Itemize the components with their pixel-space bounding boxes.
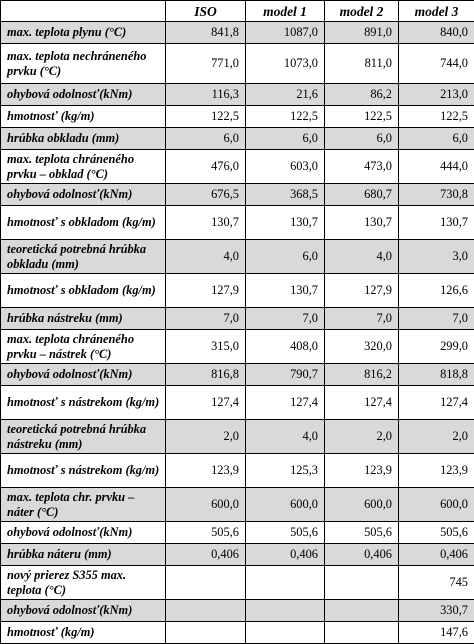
cell-model-2: 127,4 — [325, 386, 399, 420]
cell-model-3: 213,0 — [399, 84, 474, 106]
row-label: hmotnosť s obkladom (kg/m) — [1, 206, 166, 240]
header-model-2: model 2 — [325, 1, 399, 22]
cell-model-2: 7,0 — [325, 308, 399, 330]
cell-iso: 771,0 — [166, 44, 246, 84]
cell-model-1: 1073,0 — [246, 44, 325, 84]
cell-iso: 816,8 — [166, 364, 246, 386]
cell-model-1: 127,4 — [246, 386, 325, 420]
row-label: hmotnosť (kg/m) — [1, 106, 166, 128]
cell-model-2 — [325, 566, 399, 600]
row-label: hmotnosť s nástrekom (kg/m) — [1, 454, 166, 488]
row-label: nový prierez S355 max. teplota (°C) — [1, 566, 166, 600]
table-body — [1, 22, 474, 644]
cell-model-2: 600,0 — [325, 488, 399, 522]
cell-model-2: 123,9 — [325, 454, 399, 488]
cell-model-1: 0,406 — [246, 544, 325, 566]
row-label: max. teplota nechráneného prvku (°C) — [1, 44, 166, 84]
cell-iso: 841,8 — [166, 22, 246, 44]
header-row — [1, 1, 474, 22]
cell-model-3: 744,0 — [399, 44, 474, 84]
cell-model-3: 122,5 — [399, 106, 474, 128]
header-model-3: model 3 — [399, 1, 474, 22]
cell-model-3: 600,0 — [399, 488, 474, 522]
cell-iso: 127,9 — [166, 274, 246, 308]
cell-model-1: 21,6 — [246, 84, 325, 106]
cell-model-2: 130,7 — [325, 206, 399, 240]
cell-model-2 — [325, 622, 399, 644]
cell-model-2: 811,0 — [325, 44, 399, 84]
table-row — [1, 420, 474, 454]
cell-iso — [166, 622, 246, 644]
cell-iso: 7,0 — [166, 308, 246, 330]
cell-model-3: 730,8 — [399, 184, 474, 206]
cell-iso: 130,7 — [166, 206, 246, 240]
cell-model-2: 320,0 — [325, 330, 399, 364]
cell-model-3: 147,6 — [399, 622, 474, 644]
cell-model-2: 122,5 — [325, 106, 399, 128]
header-corner — [1, 1, 166, 22]
cell-iso: 476,0 — [166, 150, 246, 184]
cell-model-2: 505,6 — [325, 522, 399, 544]
cell-iso: 0,406 — [166, 544, 246, 566]
cell-model-3: 330,7 — [399, 600, 474, 622]
cell-model-1: 600,0 — [246, 488, 325, 522]
cell-model-2: 0,406 — [325, 544, 399, 566]
row-label: hrúbka obkladu (mm) — [1, 128, 166, 150]
cell-model-1: 130,7 — [246, 274, 325, 308]
cell-iso: 505,6 — [166, 522, 246, 544]
cell-model-2: 891,0 — [325, 22, 399, 44]
cell-iso: 123,9 — [166, 454, 246, 488]
cell-iso: 127,4 — [166, 386, 246, 420]
row-label: max. teplota chráneného prvku – nástrek (°C) — [1, 330, 166, 364]
row-label: ohybová odolnosť(kNm) — [1, 184, 166, 206]
cell-model-1: 6,0 — [246, 240, 325, 274]
cell-model-2: 86,2 — [325, 84, 399, 106]
cell-model-1: 603,0 — [246, 150, 325, 184]
cell-model-3: 7,0 — [399, 308, 474, 330]
cell-model-3: 6,0 — [399, 128, 474, 150]
cell-iso: 315,0 — [166, 330, 246, 364]
cell-model-2: 4,0 — [325, 240, 399, 274]
cell-model-3: 126,6 — [399, 274, 474, 308]
cell-model-1: 7,0 — [246, 308, 325, 330]
row-label: max. teplota chráneného prvku – obklad (°C) — [1, 150, 166, 184]
cell-model-1: 6,0 — [246, 128, 325, 150]
cell-model-3: 444,0 — [399, 150, 474, 184]
table-row — [1, 454, 474, 488]
row-label: hrúbka nástreku (mm) — [1, 308, 166, 330]
cell-model-2: 680,7 — [325, 184, 399, 206]
cell-model-1: 130,7 — [246, 206, 325, 240]
cell-iso: 600,0 — [166, 488, 246, 522]
cell-model-1: 125,3 — [246, 454, 325, 488]
cell-model-3: 840,0 — [399, 22, 474, 44]
table-row — [1, 206, 474, 240]
row-label: hmotnosť s nástrekom (kg/m) — [1, 386, 166, 420]
row-label: ohybová odolnosť(kNm) — [1, 364, 166, 386]
cell-model-3: 505,6 — [399, 522, 474, 544]
table-row — [1, 44, 474, 84]
row-label: ohybová odolnosť(kNm) — [1, 522, 166, 544]
cell-iso: 122,5 — [166, 106, 246, 128]
row-label: ohybová odolnosť(kNm) — [1, 600, 166, 622]
table-row — [1, 106, 474, 128]
cell-model-3: 818,8 — [399, 364, 474, 386]
cell-model-1: 1087,0 — [246, 22, 325, 44]
cell-model-2: 816,2 — [325, 364, 399, 386]
cell-iso: 6,0 — [166, 128, 246, 150]
cell-model-1 — [246, 600, 325, 622]
cell-model-2: 473,0 — [325, 150, 399, 184]
table-row — [1, 330, 474, 364]
cell-model-1: 122,5 — [246, 106, 325, 128]
cell-model-2: 2,0 — [325, 420, 399, 454]
cell-model-3: 127,4 — [399, 386, 474, 420]
table-row — [1, 22, 474, 44]
cell-model-2: 127,9 — [325, 274, 399, 308]
cell-model-3: 2,0 — [399, 420, 474, 454]
cell-iso — [166, 566, 246, 600]
cell-model-3: 745 — [399, 566, 474, 600]
table-row — [1, 184, 474, 206]
table-row — [1, 240, 474, 274]
table-row — [1, 622, 474, 644]
cell-model-3: 3,0 — [399, 240, 474, 274]
cell-model-3: 0,406 — [399, 544, 474, 566]
cell-model-1 — [246, 622, 325, 644]
table-row — [1, 274, 474, 308]
table-row — [1, 566, 474, 600]
cell-model-1: 408,0 — [246, 330, 325, 364]
row-label: hmotnosť (kg/m) — [1, 622, 166, 644]
table-row — [1, 84, 474, 106]
cell-iso: 676,5 — [166, 184, 246, 206]
row-label: hmotnosť s obkladom (kg/m) — [1, 274, 166, 308]
table-row — [1, 364, 474, 386]
header-iso: ISO — [166, 1, 246, 22]
header-model-1: model 1 — [246, 1, 325, 22]
row-label: hrúbka náteru (mm) — [1, 544, 166, 566]
cell-iso: 2,0 — [166, 420, 246, 454]
row-label: teoretická potrebná hrúbka nástreku (mm) — [1, 420, 166, 454]
table-row — [1, 308, 474, 330]
table-row — [1, 150, 474, 184]
cell-model-2 — [325, 600, 399, 622]
cell-model-1: 4,0 — [246, 420, 325, 454]
table-row — [1, 544, 474, 566]
row-label: max. teplota plynu (°C) — [1, 22, 166, 44]
table-row — [1, 600, 474, 622]
cell-model-1: 368,5 — [246, 184, 325, 206]
cell-model-3: 123,9 — [399, 454, 474, 488]
cell-model-3: 130,7 — [399, 206, 474, 240]
table-row — [1, 488, 474, 522]
cell-model-3: 299,0 — [399, 330, 474, 364]
table-row — [1, 128, 474, 150]
row-label: ohybová odolnosť(kNm) — [1, 84, 166, 106]
cell-iso: 4,0 — [166, 240, 246, 274]
cell-model-1: 505,6 — [246, 522, 325, 544]
cell-model-1: 790,7 — [246, 364, 325, 386]
table-row — [1, 386, 474, 420]
row-label: teoretická potrebná hrúbka obkladu (mm) — [1, 240, 166, 274]
row-label: max. teplota chr. prvku – náter (°C) — [1, 488, 166, 522]
cell-model-1 — [246, 566, 325, 600]
cell-iso: 116,3 — [166, 84, 246, 106]
cell-model-2: 6,0 — [325, 128, 399, 150]
table-row — [1, 522, 474, 544]
cell-iso — [166, 600, 246, 622]
